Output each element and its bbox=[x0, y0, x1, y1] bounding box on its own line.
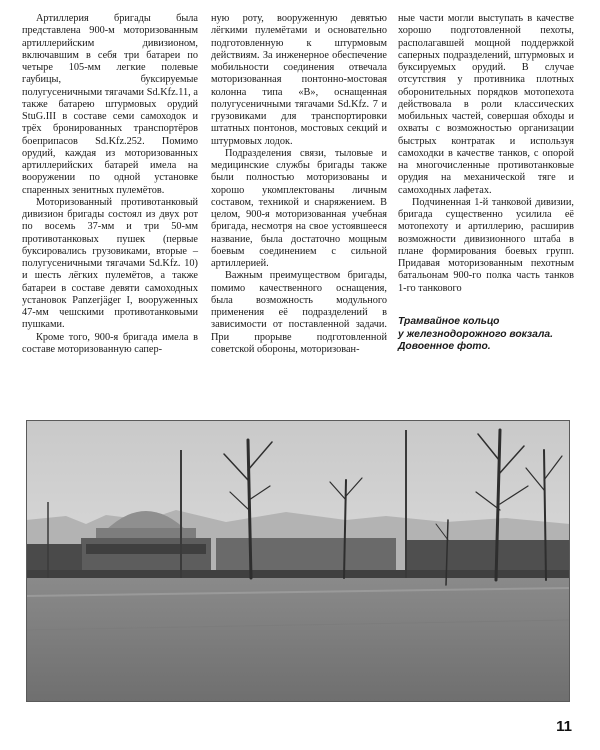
paragraph: Моторизованный противотанковый дивизион бригады состоял из двух рот по восемь 37-мм и три 50-мм противотанковых пушек (первые буксировались грузовиками, вторые – полугусеничными тягачами Sd.Kfz. 10) и шесть лёгких пулемётов, а также батареи в составе девяти самоходных установок Panzerjäger I, вооруженных 47-мм чешскими противотанковыми пушками. bbox=[22, 196, 198, 331]
page-number: 11 bbox=[556, 718, 572, 735]
paragraph: Кроме того, 900-я бригада имела в составе моторизованную сапер- bbox=[22, 331, 198, 355]
paragraph: ные части могли выступать в качестве хорошо подготовленной пехоты, располагавшей мощной поддержкой саперных подразделений, штурмовых и буксируемых орудий. В случае отсутствия у противника плотных оборонительных порядков мотопехота действовала в роли классических мобильных частей, совершая обходы и охваты с возможностью организации быстрых контратак и используя самоходки в качестве танков, с опорой на многочисленные противотанковые орудия на механической тяге и самоходных лафетах. bbox=[398, 13, 574, 196]
paragraph: Подчиненная 1-й танковой дивизии, бригада существенно усилила её мотопехоту и артиллерию, расширив возможности дивизионного штаба в плане формирования боевых групп. Придавая моторизованным пехотным батальонам 900-го полка часть танков 1-го танкового bbox=[398, 196, 574, 294]
tram-loop-photo bbox=[26, 420, 570, 702]
text-column-1 bbox=[22, 13, 198, 356]
caption-line: Довоенное фото. bbox=[398, 341, 491, 352]
photo-illustration bbox=[26, 420, 570, 702]
text-column-2 bbox=[211, 13, 387, 356]
paragraph: Подразделения связи, тыловые и медицинские службы бригады также были полностью моторизованы и хорошо укомплектованы личным составом, техникой и снаряжением. В целом, 900-я моторизованная учебная бригада, несмотря на свое устоявшееся название, была достаточно мощным боевым соединением с сильной артиллерией. bbox=[211, 147, 387, 269]
paragraph: ную роту, вооруженную девятью лёгкими пулемётами и основательно подготовленную к штурмовым действиям. За инженерное обеспечение мобильности соединения отвечала моторизованная понтонно-мостовая колонна типа «В», оснащенная полугусеничными тягачами Sd.Kfz. 7 и грузовиками для транспортировки штатных понтонов, мостовых секций и штурмовых лодок. bbox=[211, 13, 387, 147]
paragraph: Артиллерия бригады была представлена 900-м моторизованным артиллерийским дивизионом, включавшим в себя три батареи по четыре 105-мм легкие полевые гаубицы, буксируемые полугусеничными тягачами Sd.Kfz.11, а также батарею штурмовых орудий StuG.III в составе семи самоходок и трёх бронированных транспортёров боеприпасов Sd.Kfz.252. Помимо орудий, каждая из моторизованных артиллерийских батарей имела на вооружении по одной установке спаренных зенитных пулемётов. bbox=[22, 13, 198, 196]
photo-caption bbox=[398, 316, 578, 354]
caption-line: Трамвайное кольцо bbox=[398, 316, 500, 327]
paragraph: Важным преимуществом бригады, помимо качественного оснащения, была возможность модульного применения её подразделений в зависимости от поставленной задачи. При прорыве подготовленной советской обороны, моторизован- bbox=[211, 270, 387, 355]
text-column-3 bbox=[398, 13, 574, 295]
caption-line: у железнодорожного вокзала. bbox=[398, 328, 553, 340]
